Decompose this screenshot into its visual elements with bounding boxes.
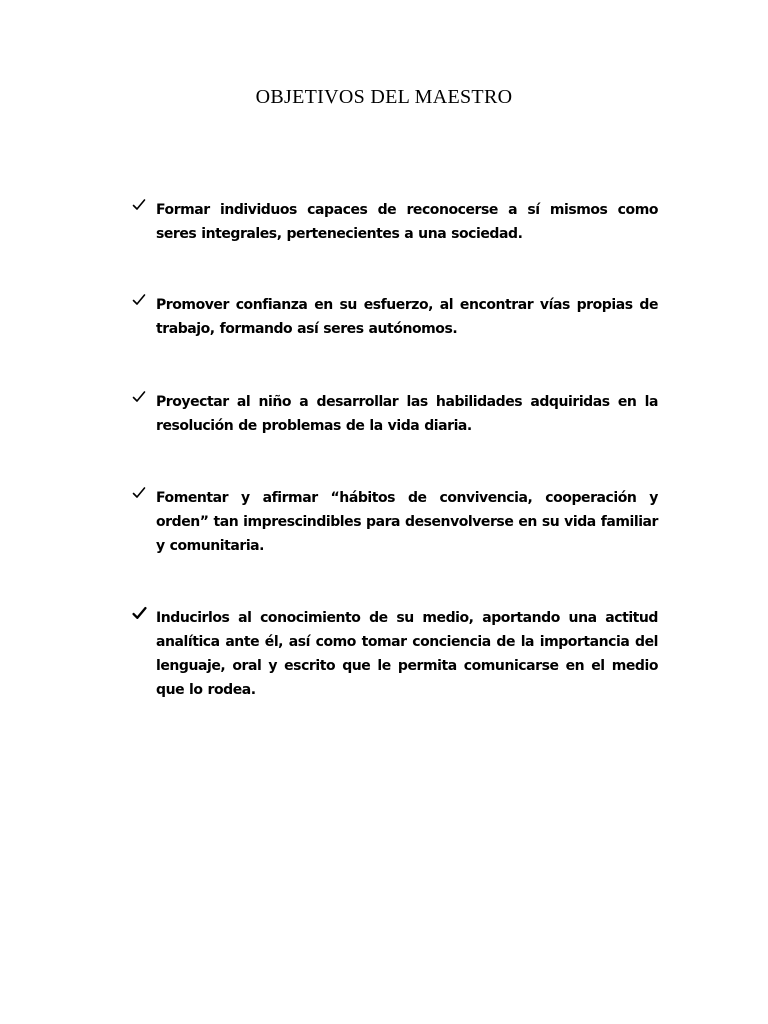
list-item: [132, 486, 658, 558]
objective-text: Inducirlos al conocimiento de su medio, aportando una actitud analítica ante él, así como tomar conciencia de la importancia del lenguaje, oral y escrito que le permita comunicarse en el medio que lo rodea.: [156, 610, 658, 698]
checkmark-icon: [132, 606, 156, 630]
list-item: [132, 606, 658, 702]
page-title: OBJETIVOS DEL MAESTRO: [255, 86, 513, 108]
checkmark-icon: [132, 198, 156, 222]
list-item: [132, 198, 658, 246]
objective-text: Proyectar al niño a desarrollar las habilidades adquiridas en la resolución de problemas de la vida diaria.: [156, 394, 658, 434]
list-item: [132, 390, 658, 438]
checkmark-icon: [132, 293, 156, 317]
list-item: [132, 293, 658, 341]
objective-text: Formar individuos capaces de reconocerse a sí mismos como seres integrales, pertenecientes a una sociedad.: [156, 202, 658, 242]
objective-text: Fomentar y afirmar “hábitos de convivencia, cooperación y orden” tan imprescindibles para desenvolverse en su vida familiar y comunitaria.: [156, 490, 658, 554]
objective-text: Promover confianza en su esfuerzo, al encontrar vías propias de trabajo, formando así seres autónomos.: [156, 297, 658, 337]
checkmark-icon: [132, 390, 156, 414]
checkmark-icon: [132, 486, 156, 510]
